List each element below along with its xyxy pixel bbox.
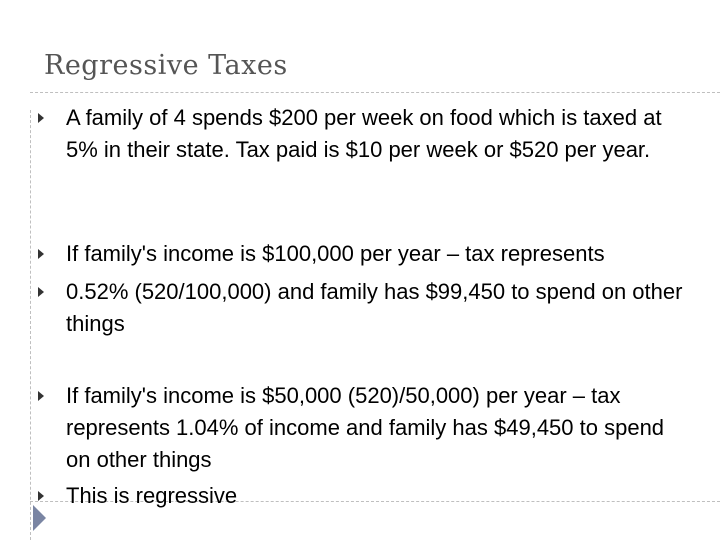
title-divider	[30, 92, 720, 93]
bullet-text: If family's income is $100,000 per year – tax represents	[66, 241, 605, 266]
triangle-bullet-icon	[38, 113, 44, 123]
bullet-text: This is regressive	[66, 483, 238, 508]
triangle-bullet-icon	[38, 249, 44, 259]
triangle-bullet-icon	[38, 287, 44, 297]
triangle-bullet-icon	[38, 491, 44, 501]
bullet-text: If family's income is $50,000 (520)/50,000) per year – tax represents 1.04% of income and family has $49,450 to spend on other things	[66, 383, 665, 472]
corner-arrow-icon	[33, 505, 46, 531]
bullet-text: 0.52% (520/100,000) and family has $99,450 to spend on other things	[66, 279, 683, 336]
bullet-text: A family of 4 spends $200 per week on food which is taxed at 5% in their state. Tax paid is $10 per week or $520 per year.	[66, 105, 662, 162]
triangle-bullet-icon	[38, 391, 44, 401]
left-divider	[30, 110, 31, 540]
slide-title: Regressive Taxes	[44, 50, 288, 81]
